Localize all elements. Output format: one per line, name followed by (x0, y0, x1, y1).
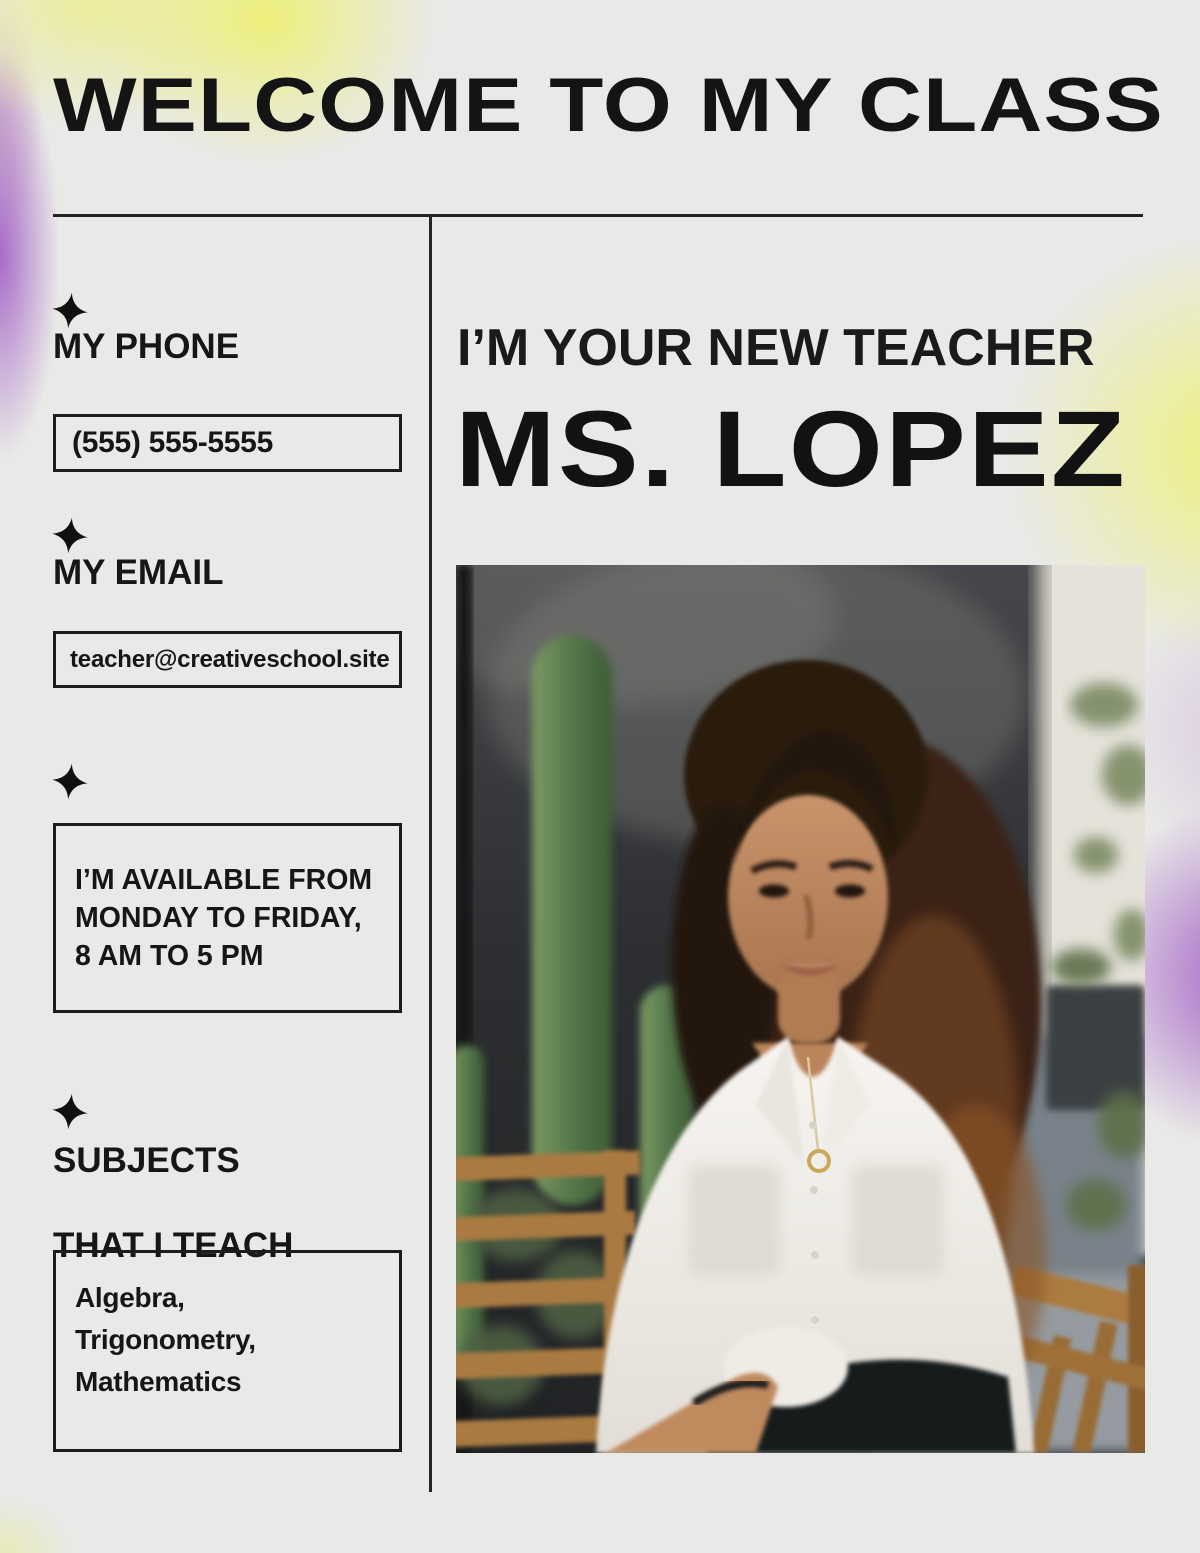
sparkle-icon (52, 763, 88, 800)
availability-line: 8 AM TO 5 PM (75, 940, 264, 972)
phone-box (53, 414, 402, 472)
sparkle-icon (52, 517, 88, 554)
subject-item: Mathematics (75, 1366, 242, 1397)
subject-item: Trigonometry, (75, 1324, 256, 1355)
phone-value: (555) 555-5555 (72, 426, 273, 459)
subjects-label: SUBJECTS THAT I TEACH (53, 1141, 294, 1265)
phone-label: MY PHONE (53, 327, 240, 366)
sparkle-icon (52, 1093, 88, 1130)
vertical-divider (429, 214, 432, 1492)
subjects-box (53, 1250, 402, 1452)
availability-line: MONDAY TO FRIDAY, (75, 902, 362, 934)
email-box (53, 631, 402, 688)
horizontal-divider (53, 214, 1143, 217)
sparkle-icon (52, 292, 88, 329)
intro-heading: I’M YOUR NEW TEACHER (457, 319, 1095, 377)
email-label: MY EMAIL (53, 553, 224, 592)
availability-line: I’M AVAILABLE FROM (75, 864, 373, 896)
teacher-photo (456, 565, 1145, 1453)
subject-item: Algebra, (75, 1282, 185, 1313)
teacher-name-heading: MS. LOPEZ (455, 388, 1128, 509)
availability-box (53, 823, 402, 1013)
email-value: teacher@creativeschool.site (70, 646, 390, 673)
page-title: WELCOME TO MY CLASS (53, 63, 1164, 148)
